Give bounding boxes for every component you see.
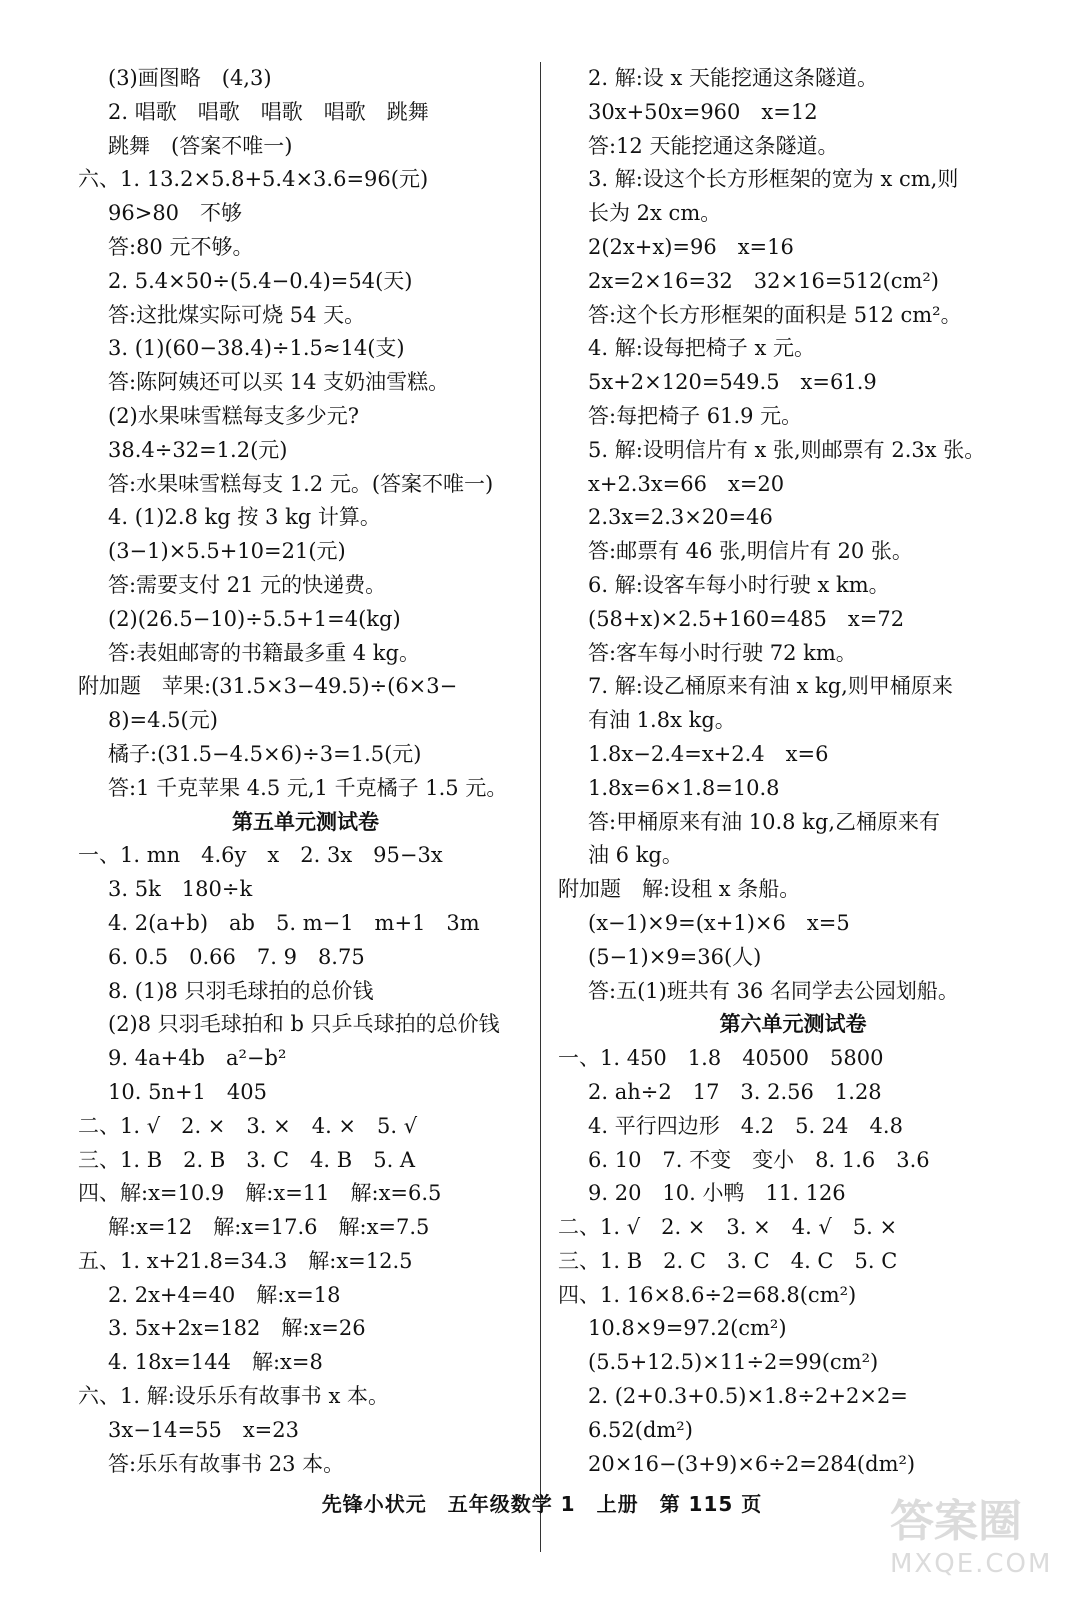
answer-line: 2.3x=2.3×20=46 xyxy=(588,505,773,530)
answer-line: (58+x)×2.5+160=485 x=72 xyxy=(588,606,905,631)
answer-line: 油 6 kg。 xyxy=(588,843,683,868)
answer-line: 一、1. mn 4.6y x 2. 3x 95−3x xyxy=(78,843,443,868)
answer-line: 五、1. x+21.8=34.3 解:x=12.5 xyxy=(78,1248,413,1273)
answer-line: 三、1. B 2. C 3. C 4. C 5. C xyxy=(558,1248,898,1273)
answer-line: 8)=4.5(元) xyxy=(108,708,218,733)
answer-line: 20×16−(3+9)×6÷2=284(dm²) xyxy=(588,1451,916,1476)
answer-line: (3−1)×5.5+10=21(元) xyxy=(108,539,346,564)
answer-line: 10. 5n+1 405 xyxy=(108,1079,267,1104)
answer-line: 4. (1)2.8 kg 按 3 kg 计算。 xyxy=(108,505,381,530)
answer-line: 答:邮票有 46 张,明信片有 20 张。 xyxy=(588,539,913,564)
answer-line: 3. 解:设这个长方形框架的宽为 x cm,则 xyxy=(588,167,959,192)
answer-line: 4. 解:设每把椅子 x 元。 xyxy=(588,336,815,361)
answer-line: 二、1. √ 2. × 3. × 4. × 5. √ xyxy=(78,1113,418,1138)
answer-line: 5x+2×120=549.5 x=61.9 xyxy=(588,370,877,395)
answer-line: (2)水果味雪糕每支多少元? xyxy=(108,403,360,428)
watermark-logo xyxy=(890,1485,1060,1580)
answer-line: 答:12 天能挖通这条隧道。 xyxy=(588,133,839,158)
answer-line: 6. 解:设客车每小时行驶 x km。 xyxy=(588,572,890,597)
right-column xyxy=(558,62,1028,1481)
answer-line: 2. 唱歌 唱歌 唱歌 唱歌 跳舞 xyxy=(108,99,429,124)
answer-line: 答:1 千克苹果 4.5 元,1 千克橘子 1.5 元。 xyxy=(108,775,508,800)
answer-line: 六、1. 解:设乐乐有故事书 x 本。 xyxy=(78,1384,389,1409)
answer-line: 答:每把椅子 61.9 元。 xyxy=(588,403,803,428)
answer-line: 答:这个长方形框架的面积是 512 cm²。 xyxy=(588,302,962,327)
answer-line: 附加题 解:设租 x 条船。 xyxy=(558,877,801,902)
answer-line: 9. 20 10. 小鸭 11. 126 xyxy=(588,1181,846,1206)
left-column xyxy=(78,62,533,1481)
watermark-bottom: MXQE.COM xyxy=(890,1549,1053,1579)
answer-line: 2. ah÷2 17 3. 2.56 1.28 xyxy=(588,1079,882,1104)
answer-line: (2)8 只羽毛球拍和 b 只乒乓球拍的总价钱 xyxy=(108,1012,500,1037)
answer-line: 二、1. √ 2. × 3. × 4. √ 5. × xyxy=(558,1215,898,1240)
answer-line: 三、1. B 2. B 3. C 4. B 5. A xyxy=(78,1147,416,1172)
answer-line: 4. 18x=144 解:x=8 xyxy=(108,1350,323,1375)
answer-line: 6. 0.5 0.66 7. 9 8.75 xyxy=(108,944,365,969)
answer-line: 2. (2+0.3+0.5)×1.8÷2+2×2= xyxy=(588,1384,908,1409)
answer-line: 3. 5k 180÷k xyxy=(108,877,253,902)
answer-line: 答:80 元不够。 xyxy=(108,234,254,259)
answer-line: 4. 2(a+b) ab 5. m−1 m+1 3m xyxy=(108,910,480,935)
answer-line: 长为 2x cm。 xyxy=(588,201,722,226)
answer-line: 答:客车每小时行驶 72 km。 xyxy=(588,640,857,665)
watermark-top: 答案圈 xyxy=(890,1496,1022,1547)
answer-line: 10.8×9=97.2(cm²) xyxy=(588,1316,787,1341)
page-footer: 先锋小状元 五年级数学 1 上册 第 115 页 xyxy=(321,1492,763,1516)
answer-line: 30x+50x=960 x=12 xyxy=(588,99,818,124)
answer-line: 一、1. 450 1.8 40500 5800 xyxy=(558,1046,884,1071)
answer-line: 3. (1)(60−38.4)÷1.5≈14(支) xyxy=(108,336,405,361)
answer-line: 2. 解:设 x 天能挖通这条隧道。 xyxy=(588,66,878,90)
answer-line: 9. 4a+4b a²−b² xyxy=(108,1046,287,1071)
answer-line: (5−1)×9=36(人) xyxy=(588,944,762,969)
column-divider xyxy=(540,62,541,1552)
answer-line: 橘子:(31.5−4.5×6)÷3=1.5(元) xyxy=(108,741,422,766)
answer-line: 2. 2x+4=40 解:x=18 xyxy=(108,1282,341,1307)
answer-line: (2)(26.5−10)÷5.5+1=4(kg) xyxy=(108,606,401,631)
answer-line: 答:甲桶原来有油 10.8 kg,乙桶原来有 xyxy=(588,809,941,834)
answer-line: 答:陈阿姨还可以买 14 支奶油雪糕。 xyxy=(108,370,450,395)
answer-line: 8. (1)8 只羽毛球拍的总价钱 xyxy=(108,978,374,1003)
section-title: 第六单元测试卷 xyxy=(719,1012,867,1037)
answer-line: 答:这批煤实际可烧 54 天。 xyxy=(108,302,366,327)
answer-line: 2(2x+x)=96 x=16 xyxy=(588,234,794,259)
answer-line: (x−1)×9=(x+1)×6 x=5 xyxy=(588,910,850,935)
answer-line: (5.5+12.5)×11÷2=99(cm²) xyxy=(588,1350,879,1375)
answer-line: 4. 平行四边形 4.2 5. 24 4.8 xyxy=(588,1113,903,1138)
answer-line: 六、1. 13.2×5.8+5.4×3.6=96(元) xyxy=(78,167,429,192)
answer-line: x+2.3x=66 x=20 xyxy=(588,471,785,496)
answer-line: 解:x=12 解:x=17.6 解:x=7.5 xyxy=(108,1215,430,1240)
answer-line: 7. 解:设乙桶原来有油 x kg,则甲桶原来 xyxy=(588,674,953,699)
answer-line: 1.8x=6×1.8=10.8 xyxy=(588,775,780,800)
answer-line: 四、解:x=10.9 解:x=11 解:x=6.5 xyxy=(78,1181,442,1206)
answer-line: 2. 5.4×50÷(5.4−0.4)=54(天) xyxy=(108,268,413,293)
answer-line: 答:需要支付 21 元的快递费。 xyxy=(108,572,387,597)
answer-line: (3)画图略 (4,3) xyxy=(108,66,272,90)
answer-line: 3x−14=55 x=23 xyxy=(108,1417,299,1442)
answer-line: 6.52(dm²) xyxy=(588,1417,693,1442)
answer-line: 答:表姐邮寄的书籍最多重 4 kg。 xyxy=(108,640,420,665)
section-title: 第五单元测试卷 xyxy=(232,809,379,834)
answer-line: 答:乐乐有故事书 23 本。 xyxy=(108,1451,345,1476)
answer-line: 附加题 苹果:(31.5×3−49.5)÷(6×3− xyxy=(78,674,458,699)
answer-line: 答:五(1)班共有 36 名同学去公园划船。 xyxy=(588,978,959,1003)
answer-line: 5. 解:设明信片有 x 张,则邮票有 2.3x 张。 xyxy=(588,437,986,462)
answer-line: 有油 1.8x kg。 xyxy=(588,708,736,733)
answer-line: 2x=2×16=32 32×16=512(cm²) xyxy=(588,268,939,293)
answer-line: 3. 5x+2x=182 解:x=26 xyxy=(108,1316,366,1341)
answer-line: 38.4÷32=1.2(元) xyxy=(108,437,288,462)
answer-line: 6. 10 7. 不变 变小 8. 1.6 3.6 xyxy=(588,1147,930,1172)
answer-line: 四、1. 16×8.6÷2=68.8(cm²) xyxy=(558,1282,857,1307)
answer-line: 1.8x−2.4=x+2.4 x=6 xyxy=(588,741,829,766)
answer-line: 96>80 不够 xyxy=(108,201,243,226)
answer-line: 答:水果味雪糕每支 1.2 元。(答案不唯一) xyxy=(108,471,494,496)
answer-line: 跳舞 (答案不唯一) xyxy=(108,133,293,158)
